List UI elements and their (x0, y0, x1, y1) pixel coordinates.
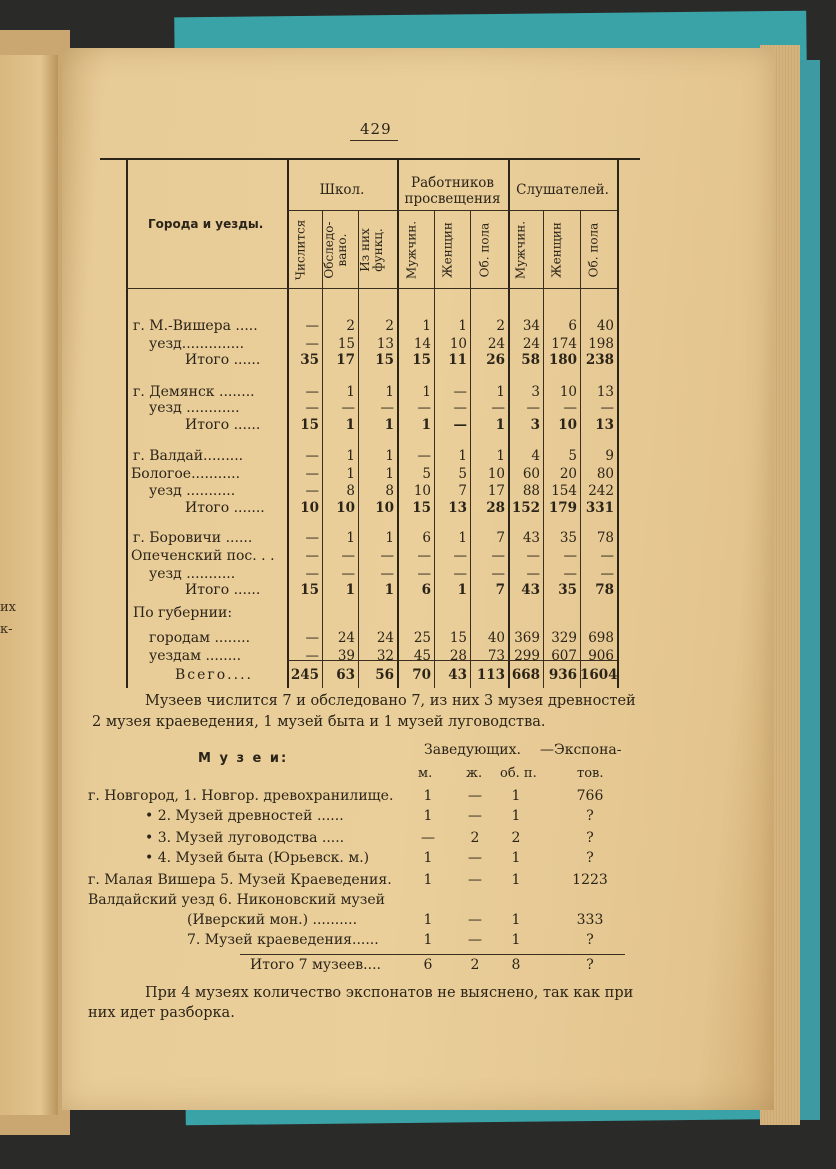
table-cell: 24 (337, 630, 355, 646)
museum-managers-ob: 2 (511, 830, 521, 846)
museums-header-title: М у з е и: (198, 751, 289, 766)
table-cell: 179 (548, 500, 577, 516)
museums-header-managers: Заведующих. (424, 742, 521, 758)
group-header: Школ. (319, 182, 365, 198)
table-cell: — (341, 400, 355, 416)
column-header-label: Из них функц. (358, 228, 385, 272)
museum-exhibits: 1223 (572, 872, 608, 888)
grand-total-label: Всего.... (175, 667, 253, 683)
table-cell: 24 (376, 630, 394, 646)
table-cell: 7 (458, 483, 467, 499)
column-header-label: Мужчин. (513, 220, 528, 280)
stub-rule (126, 160, 128, 688)
table-cell: 35 (300, 352, 319, 368)
museum-exhibits: 333 (576, 912, 604, 928)
table-cell: 3 (530, 417, 540, 433)
table-cell: 88 (522, 483, 540, 499)
museum-exhibits: ? (586, 850, 594, 866)
museum-managers-zh: — (468, 808, 482, 824)
table-cell: 35 (558, 582, 577, 598)
table-cell: 1 (346, 384, 355, 400)
table-cell: 28 (486, 500, 505, 516)
table-cell: 15 (300, 417, 319, 433)
museum-managers-ob: 1 (511, 872, 521, 888)
museums-sub-ob: об. п. (500, 766, 537, 781)
table-cell: — (453, 400, 467, 416)
table-cell: 10 (559, 384, 577, 400)
table-cell: 43 (522, 530, 540, 546)
museum-name: (Иверский мон.) .......... (187, 912, 358, 928)
table-cell: 113 (476, 667, 505, 683)
row-label: Итого ...... (185, 582, 261, 598)
table-cell: 15 (337, 336, 355, 352)
table-cell: 1 (458, 530, 467, 546)
table-cell: 24 (487, 336, 505, 352)
museums-sub-zh: ж. (466, 766, 483, 781)
table-cell: 174 (551, 336, 577, 352)
museum-managers-zh: — (468, 788, 482, 804)
museum-managers-zh: — (468, 872, 482, 888)
table-cell: 13 (596, 384, 614, 400)
museums-total-exhibits: ? (586, 957, 594, 973)
table-cell: — (417, 448, 431, 464)
table-cell: 9 (605, 448, 614, 464)
row-label: По губернии: (133, 605, 233, 621)
museum-managers-zh: — (468, 932, 482, 948)
table-cell: — (563, 566, 577, 582)
table-cell: 152 (511, 500, 540, 516)
table-cell: — (526, 566, 540, 582)
table-cell: 13 (595, 417, 614, 433)
table-cell: — (526, 548, 540, 564)
left-page (0, 55, 58, 1115)
museums-total-m: 6 (423, 957, 433, 973)
table-cell: 11 (448, 352, 467, 368)
table-cell: 15 (449, 630, 467, 646)
row-label: г. Боровичи ...... (133, 530, 253, 546)
table-cell: — (453, 417, 467, 433)
page-number: 429 (360, 120, 392, 138)
table-cell: 198 (588, 336, 614, 352)
group-header: Работников просвещения (404, 175, 501, 207)
table-cell: 7 (495, 582, 505, 598)
museums-header-exhibits: —Экспона- (540, 742, 622, 758)
table-cell: 43 (521, 582, 540, 598)
table-cell: — (453, 566, 467, 582)
column-header-label: Об. пола (586, 222, 601, 278)
table-cell: — (563, 400, 577, 416)
museum-managers-ob: 1 (511, 932, 521, 948)
museum-managers-m: 1 (423, 932, 433, 948)
stub-header: Города и уезды. (148, 217, 264, 231)
museum-managers-ob: 1 (511, 850, 521, 866)
table-cell: 15 (375, 352, 394, 368)
table-cell: 1 (384, 582, 394, 598)
table-cell: 1 (458, 318, 467, 334)
table-cell: 2 (496, 318, 505, 334)
museum-managers-m: 1 (423, 872, 433, 888)
row-label: уезд.............. (149, 336, 245, 352)
table-cell: 1 (495, 417, 505, 433)
column-header-label: Числится (293, 219, 308, 281)
table-cell: 1 (422, 318, 431, 334)
row-label: уезд ............ (149, 400, 240, 416)
table-cell: 58 (521, 352, 540, 368)
table-cell: — (305, 548, 319, 564)
column-header-label: Женщин (549, 222, 564, 278)
table-cell: 60 (522, 466, 540, 482)
table-cell: 35 (559, 530, 577, 546)
table-cell: — (491, 548, 505, 564)
table-cell: 245 (290, 667, 319, 683)
museum-managers-ob: 1 (511, 912, 521, 928)
table-cell: 238 (585, 352, 614, 368)
table-cell: 242 (588, 483, 614, 499)
museum-managers-m: 1 (423, 808, 433, 824)
table-cell: 2 (385, 318, 394, 334)
museums-sub-m: м. (418, 766, 433, 781)
row-label: г. Демянск ........ (133, 384, 255, 400)
table-cell: 1 (384, 417, 394, 433)
table-cell: 17 (487, 483, 505, 499)
table-cell: 70 (412, 667, 431, 683)
column-header-label: Мужчин. (404, 220, 419, 280)
left-page-fragment: к- (0, 622, 13, 637)
table-top-rule (100, 158, 640, 160)
table-cell: 8 (385, 483, 394, 499)
museum-managers-ob: 1 (511, 788, 521, 804)
table-cell: 39 (337, 648, 355, 664)
table-cell: 1 (385, 448, 394, 464)
row-label: уезд ........... (149, 483, 236, 499)
table-cell: 15 (412, 352, 431, 368)
table-cell: 43 (448, 667, 467, 683)
museums-header-exhibits-2: тов. (577, 766, 604, 781)
table-cell: 32 (376, 648, 394, 664)
table-cell: — (341, 548, 355, 564)
table-cell: — (341, 566, 355, 582)
table-cell: 10 (300, 500, 319, 516)
museums-total-label: Итого 7 музеев.... (250, 957, 381, 973)
table-cell: 1 (385, 384, 394, 400)
museum-exhibits: ? (586, 830, 594, 846)
table-cell: 10 (558, 417, 577, 433)
table-cell: 40 (596, 318, 614, 334)
table-cell: — (305, 630, 319, 646)
header-bottom-rule (126, 288, 617, 289)
museum-exhibits: 766 (576, 788, 604, 804)
museum-managers-m: 1 (423, 912, 433, 928)
table-cell: 8 (346, 483, 355, 499)
table-cell: 3 (531, 384, 540, 400)
table-cell: 10 (413, 483, 431, 499)
table-cell: 607 (551, 648, 577, 664)
table-cell: — (305, 466, 319, 482)
column-header-label: Об. пола (477, 222, 492, 278)
table-cell: 78 (596, 530, 614, 546)
table-cell: — (417, 548, 431, 564)
table-cell: 15 (300, 582, 319, 598)
museums-total-zh: 2 (470, 957, 480, 973)
table-cell: 34 (522, 318, 540, 334)
group-header: Слушателей. (516, 182, 609, 198)
table-cell: 10 (487, 466, 505, 482)
row-label: Бологое........... (131, 466, 241, 482)
row-label: г. М.-Вишера ..... (133, 318, 258, 334)
row-label: Опеченский пос. . . (131, 548, 275, 564)
group-header-rule (287, 210, 617, 211)
table-cell: — (305, 318, 319, 334)
table-cell: 10 (375, 500, 394, 516)
table-cell: — (453, 548, 467, 564)
table-cell: 7 (496, 530, 505, 546)
table-cell: — (417, 400, 431, 416)
museum-name: • 3. Музей луговодства ..... (145, 830, 345, 846)
note-line-1: При 4 музеях количество экспонатов не выяснено, так как при (145, 985, 634, 1001)
table-cell: 1 (346, 466, 355, 482)
museum-managers-zh: — (468, 850, 482, 866)
museum-name: 7. Музей краеведения...... (187, 932, 379, 948)
museum-name: г. Новгород, 1. Новгор. древохранилище. (88, 788, 394, 804)
table-cell: 6 (422, 530, 431, 546)
table-cell: 1 (457, 582, 467, 598)
museum-name: Валдайский уезд 6. Никоновский музей (88, 892, 386, 908)
table-cell: 20 (559, 466, 577, 482)
table-cell: 17 (336, 352, 355, 368)
table-cell: 13 (376, 336, 394, 352)
museums-total-rule (240, 954, 625, 955)
table-cell: — (600, 566, 614, 582)
table-cell: — (305, 384, 319, 400)
museum-exhibits: ? (586, 932, 594, 948)
museum-name: г. Малая Вишера 5. Музей Краеведения. (88, 872, 392, 888)
museum-managers-zh: — (468, 912, 482, 928)
table-cell: 2 (346, 318, 355, 334)
table-cell: — (417, 566, 431, 582)
table-cell: 63 (336, 667, 355, 683)
table-cell: 1 (458, 448, 467, 464)
table-cell: — (600, 400, 614, 416)
table-cell: 28 (449, 648, 467, 664)
museum-name: • 2. Музей древностей ...... (145, 808, 344, 824)
table-cell: 6 (568, 318, 577, 334)
table-cell: 1 (345, 582, 355, 598)
table-cell: — (305, 648, 319, 664)
table-cell: 13 (448, 500, 467, 516)
table-cell: 180 (548, 352, 577, 368)
table-cell: 698 (588, 630, 614, 646)
museum-name: • 4. Музей быта (Юрьевск. м.) (145, 850, 370, 866)
table-cell: — (305, 400, 319, 416)
table-cell: 4 (531, 448, 540, 464)
table-cell: — (491, 400, 505, 416)
row-label: уезд ........... (149, 566, 236, 582)
column-header-label: Обследо- вано. (322, 221, 349, 279)
table-cell: 1 (346, 448, 355, 464)
museum-managers-m: 1 (423, 788, 433, 804)
table-cell: 14 (413, 336, 431, 352)
table-cell: — (305, 566, 319, 582)
table-cell: 40 (487, 630, 505, 646)
table-cell: 936 (548, 667, 577, 683)
table-cell: 15 (412, 500, 431, 516)
table-cell: — (305, 448, 319, 464)
table-cell: — (453, 384, 467, 400)
row-label: уездам ........ (149, 648, 242, 664)
museum-managers-m: 1 (423, 850, 433, 866)
table-cell: 1 (496, 384, 505, 400)
table-cell: 1 (385, 530, 394, 546)
museums-paragraph-line-1: Музеев числится 7 и обследовано 7, из них 3 музея древностей (145, 693, 636, 709)
table-cell: 1 (346, 530, 355, 546)
column-rule (617, 160, 619, 688)
left-page-fragment: их (0, 600, 16, 615)
table-cell: 1 (422, 384, 431, 400)
table-cell: 331 (585, 500, 614, 516)
table-cell: 1 (345, 417, 355, 433)
table-cell: — (563, 548, 577, 564)
table-cell: 5 (458, 466, 467, 482)
table-cell: 10 (449, 336, 467, 352)
museum-exhibits: ? (586, 808, 594, 824)
table-cell: 1 (385, 466, 394, 482)
table-cell: 906 (588, 648, 614, 664)
museum-managers-ob: 1 (511, 808, 521, 824)
page-number-underline (350, 140, 398, 141)
table-cell: — (526, 400, 540, 416)
table-cell: 6 (421, 582, 431, 598)
table-cell: 154 (551, 483, 577, 499)
table-cell: 1 (496, 448, 505, 464)
museums-paragraph-line-2: 2 музея краеведения, 1 музей быта и 1 музей луговодства. (92, 714, 546, 730)
table-cell: 25 (413, 630, 431, 646)
note-line-2: них идет разборка. (88, 1005, 235, 1021)
row-label: г. Валдай......... (133, 448, 244, 464)
table-cell: 45 (413, 648, 431, 664)
table-cell: 1 (421, 417, 431, 433)
column-header-label: Женщин (440, 222, 455, 278)
table-cell: 299 (514, 648, 540, 664)
row-label: Итого ...... (185, 417, 261, 433)
table-cell: 78 (595, 582, 614, 598)
table-cell: 10 (336, 500, 355, 516)
table-cell: 26 (486, 352, 505, 368)
museums-total-ob: 8 (511, 957, 521, 973)
table-cell: 369 (514, 630, 540, 646)
table-cell: — (380, 400, 394, 416)
table-cell: — (305, 336, 319, 352)
table-cell: 56 (375, 667, 394, 683)
row-label: Итого ....... (185, 500, 265, 516)
table-cell: 80 (596, 466, 614, 482)
table-cell: — (600, 548, 614, 564)
table-cell: 5 (422, 466, 431, 482)
table-cell: 668 (511, 667, 540, 683)
table-cell: — (380, 548, 394, 564)
museum-managers-m: — (421, 830, 435, 846)
table-cell: 24 (522, 336, 540, 352)
table-cell: — (491, 566, 505, 582)
row-label: городам ........ (149, 630, 251, 646)
table-cell: 329 (551, 630, 577, 646)
row-label: Итого ...... (185, 352, 261, 368)
table-cell: 1604 (580, 667, 618, 683)
table-cell: — (305, 530, 319, 546)
table-cell: — (305, 483, 319, 499)
museum-managers-zh: 2 (470, 830, 480, 846)
table-cell: — (380, 566, 394, 582)
table-cell: 73 (487, 648, 505, 664)
table-cell: 5 (568, 448, 577, 464)
